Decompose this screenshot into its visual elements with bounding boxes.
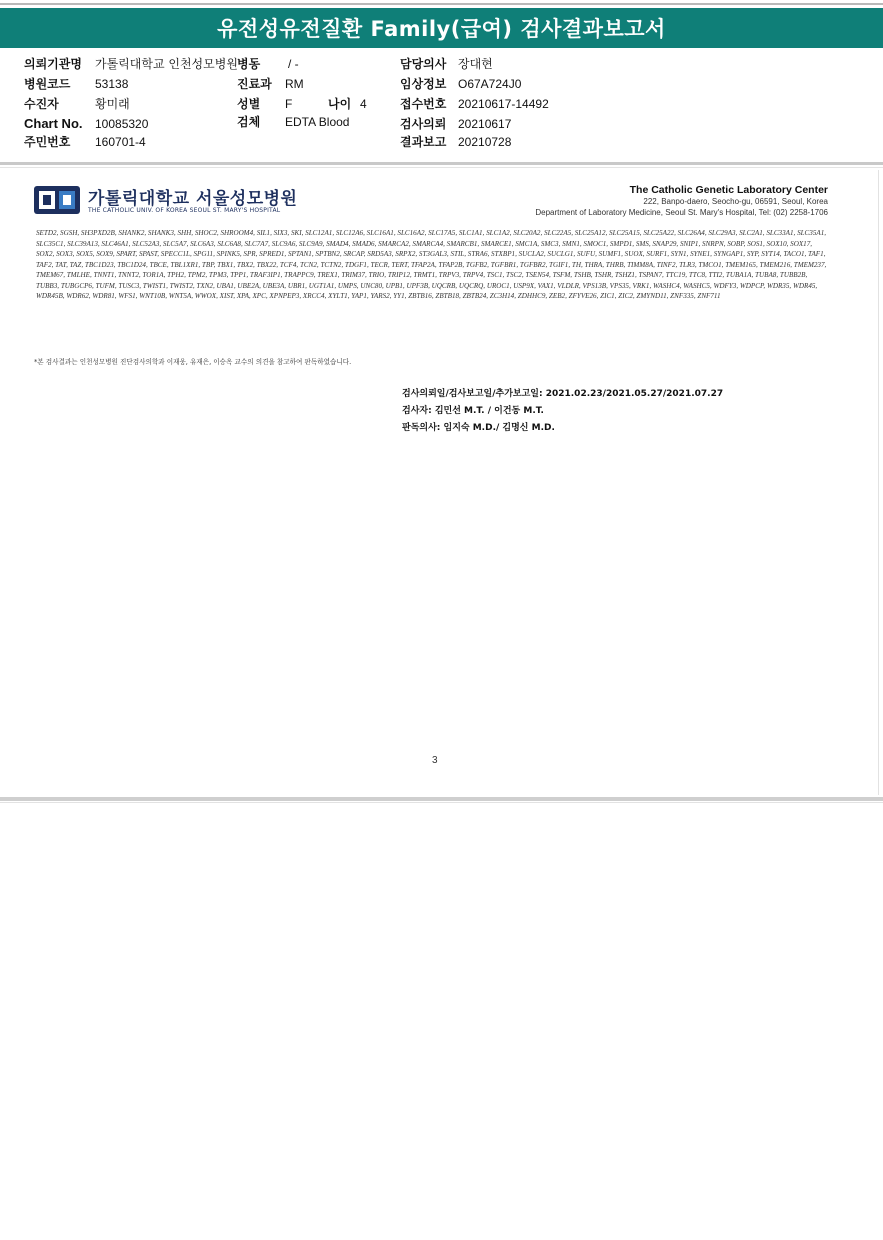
clinical-info-label: 임상정보 [400,77,447,91]
gene-list: SETD2, SGSH, SH3PXD2B, SHANK2, SHANK3, SHH, SHOC2, SHROOM4, SIL1, SIX3, SKI, SLC12A1, SLC12A6, SLC16A1, SLC16A2, SLC17A5, SLC1A1, SLC1A2, SLC20A2, SLC22A5, SLC25A12, SLC25A15, SLC25A22, SLC26A4, SLC29A3, SLC2A1, SLC33A1, SLC35A1, SLC35C1, SLC39A13, SLC46A1, SLC52A3, SLC5A7, SLC6A3, SLC6A8, SLC7A7, SLC9A6, SLC9A9, SMAD4, SMAD6, SMARCA2, SMARCA4, SMARCB1, SMARCE1, SMC1A, SMC3, SMN1, SMOC1, SMPD1, SMS, SNAP29, SNIP1, SNRPN, SOBP, SOS1, SOX10, SOX17, SOX2, SOX3, SOX5, SOX9, SPART, SPAST, SPECC1L, SPG11, SPINK5, SPR, SPRED1, SPTAN1, SPTBN2, SRCAP, SRD5A3, SRPX2, ST3GAL3, STIL, STRA6, STXBP1, SUCLA2, SUCLG1, SUFU, SUMF1, SUOX, SURF1, SYN1, SYNE1, SYNGAP1, SYP, SYT14, TACO1, TAF1, TAF2, TAT, TAZ, TBC1D23, TBC1D24, TBCE, TBL1XR1, TBP, TBX1, TBX2, TBX22, TCF4, TCN2, TCTN2, TDGF1, TECR, TERT, TFAP2A, TFAP2B, TGFB2, TGFBR1, TGFBR2, TGIF1, TH, THRA, THRB, TIMM8A, TINF2, TLR3, TMCO1, TMEM165, TMEM216, TMEM237, TMEM67, TMLHE, TNNT1, TNNT2, TOR1A, TPH2, TPM2, TPM3, TPP1, TRAF3IP1, TRAPPC9, TREX1, TRIM37, TRIO, TRIP12, TRMT1, TRPV3, TRPV4, TSC1, TSC2, TSEN54, TSFM, TSHB, TSHR, TSHZ1, TSPAN7, TTC19, TTC8, TTI2, TUBA1A, TUBA8, TUBB2B, TUBB3, TUBGCP6, TUFM, TUSC3, TWIST1, TWIST2, TXN2, UBA1, UBE2A, UBE3A, UBR1, UGT1A1, UMPS, UNC80, UPB1, UPF3B, UQCRB, UQCRQ, UROC1, USP9X, VAX1, VLDLR, VPS13B, VPS35, VRK1, WASHC4, WASHC5, WDFY3, WDPCP, WDR35, WDR45, WDR45B, WDR62, WDR81, WFS1, WNT10B, WNT5A, WWOX, XIST, XPA, XPC, XPNPEP3, XRCC4, XYLT1, YAP1, YARS2, YY1, ZBTB16, ZBTB18, ZBTB24, ZC3H14, ZDHHC9, ZEB2, ZFYVE26, ZIC1, ZIC2, ZMYND11, ZNF335, ZNF711 [36,229,827,301]
report-page [4,170,879,795]
clinical-info-value: O67A724J0 [458,77,522,91]
ward-value: / - [288,57,299,71]
physician-label: 담당의사 [400,57,447,71]
recipient-label: 수진자 [24,97,59,111]
hospital-code-label: 병원코드 [24,77,71,91]
ward-label: 병동 [237,57,261,71]
reader-line: 판독의사: 임지숙 M.D./ 김명신 M.D. [402,423,555,433]
patient-info-panel [0,52,883,160]
report-date-label: 결과보고 [400,135,447,149]
request-value: 20210617 [458,117,512,131]
age-value: 4 [360,97,367,111]
request-label: 검사의뢰 [400,117,447,131]
institution-value: 가톨릭대학교 인천성모병원 [95,57,238,71]
resident-no-label: 주민번호 [24,135,71,149]
section-divider-thin [0,167,883,168]
hospital-code-value: 53138 [95,77,129,91]
hospital-logo-icon [34,184,80,216]
specimen-label: 검체 [237,115,261,129]
report-date-value: 20210728 [458,135,512,149]
institution-label: 의뢰기관명 [24,57,82,71]
report-title: 유전성유전질환 Family(급여) 검사결과보고서 [0,8,883,48]
age-label: 나이 [328,97,352,111]
interpretation-note: *본 검사결과는 인천성모병원 진단검사의학과 이재웅, 유재은, 이승옥 교수의 의견을 참고하여 판독하였습니다. [34,358,352,366]
hospital-subtitle: THE CATHOLIC UNIV. OF KOREA SEOUL ST. MARY'S HOSPITAL [88,207,281,214]
top-divider [0,3,883,5]
lab-center-address: 222, Banpo-daero, Seocho-gu, 06591, Seoul, Korea [643,197,828,206]
hospital-name: 가톨릭대학교 서울성모병원 [88,189,298,209]
page-bottom-divider-thin [0,802,883,803]
department-value: RM [285,77,304,91]
recipient-value: 황미래 [95,97,130,111]
chart-no-value: 10085320 [95,117,149,131]
specimen-value: EDTA Blood [285,115,350,129]
receipt-no-label: 접수번호 [400,97,447,111]
resident-no-value: 160701-4 [95,135,146,149]
chart-no-label: Chart No. [24,116,83,131]
sex-value: F [285,97,293,111]
page-number: 3 [432,755,438,766]
page-bottom-divider [0,797,883,801]
sex-label: 성별 [237,97,261,111]
physician-value: 장대현 [458,57,493,71]
technologist-line: 검사자: 김민선 M.T. / 이건동 M.T. [402,406,544,416]
dates-line: 검사의뢰일/검사보고일/추가보고일: 2021.02.23/2021.05.27/2021.07.27 [402,389,724,399]
section-divider [0,162,883,165]
receipt-no-value: 20210617-14492 [458,97,549,111]
department-label: 진료과 [237,77,272,91]
lab-center-department: Department of Laboratory Medicine, Seoul St. Mary's Hospital, Tel: (02) 2258-1706 [535,208,828,217]
lab-center-name: The Catholic Genetic Laboratory Center [629,184,828,196]
